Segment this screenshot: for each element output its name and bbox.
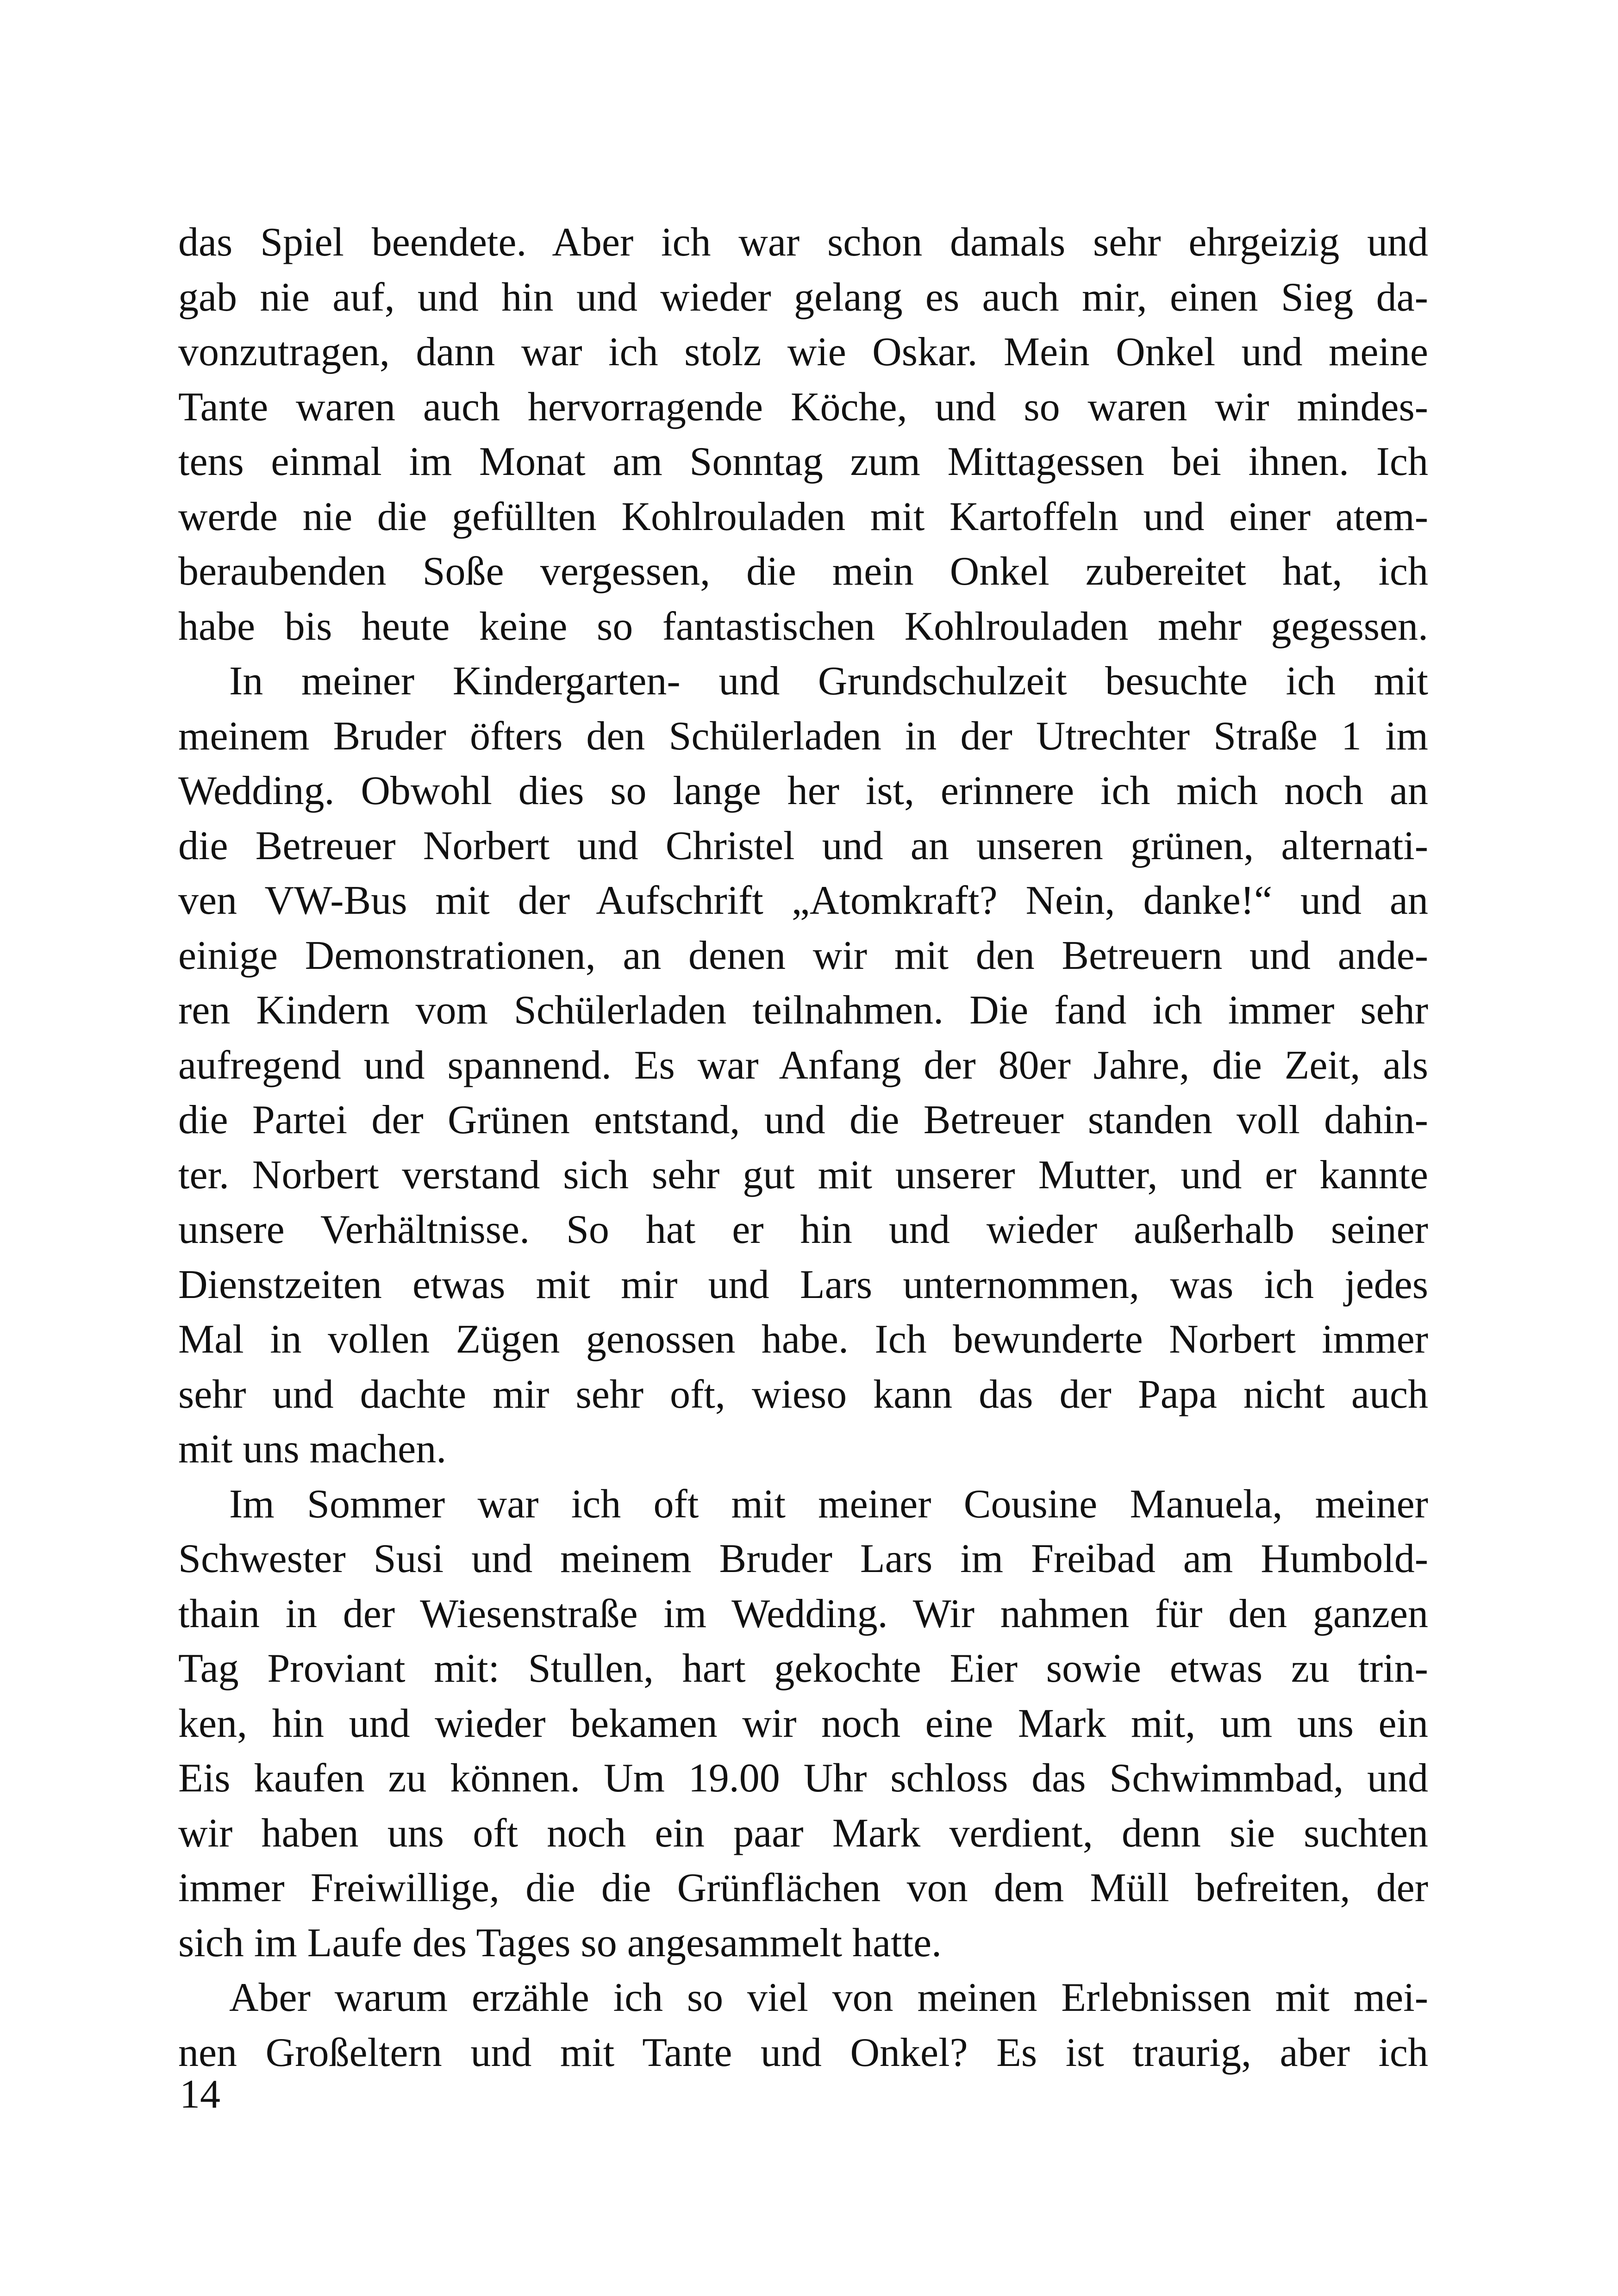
text-line: Schwester Susi und meinem Bruder Lars im Freibad am Humbold- — [178, 1536, 1428, 1581]
text-line: aufregend und spannend. Es war Anfang der 80er Jahre, die Zeit, als — [178, 1042, 1428, 1088]
text-line: unsere Verhältnisse. So hat er hin und wieder außerhalb seiner — [178, 1207, 1428, 1252]
text-line: ken, hin und wieder bekamen wir noch eine Mark mit, um uns ein — [178, 1701, 1428, 1746]
text-line: sich im Laufe des Tages so angesammelt hatte. — [178, 1920, 942, 1965]
text-line: einige Demonstrationen, an denen wir mit den Betreuern und ande- — [178, 933, 1428, 978]
text-line: werde nie die gefüllten Kohlrouladen mit Kartoffeln und einer atem- — [178, 494, 1428, 539]
paragraph — [178, 215, 1428, 654]
paragraph — [178, 654, 1428, 1477]
text-line: thain in der Wiesenstraße im Wedding. Wir nahmen für den ganzen — [178, 1591, 1428, 1636]
text-line: gab nie auf, und hin und wieder gelang es auch mir, einen Sieg da- — [178, 275, 1428, 320]
paragraph — [178, 1477, 1428, 1971]
page-number: 14 — [180, 2072, 220, 2117]
text-line: die Betreuer Norbert und Christel und an unseren grünen, alternati- — [178, 823, 1428, 868]
text-line: immer Freiwillige, die die Grünflächen von dem Müll befreiten, der — [178, 1866, 1428, 1910]
text-line: sehr und dachte mir sehr oft, wieso kann das der Papa nicht auch — [178, 1372, 1428, 1417]
text-line: habe bis heute keine so fantastischen Kohlrouladen mehr gegessen. — [178, 604, 1428, 649]
paragraph — [178, 1971, 1428, 2080]
text-line: die Partei der Grünen entstand, und die Betreuer standen voll dahin- — [178, 1098, 1428, 1142]
text-line: mit uns machen. — [178, 1427, 447, 1472]
text-line: tens einmal im Monat am Sonntag zum Mittagessen bei ihnen. Ich — [178, 439, 1428, 484]
text-line: Tag Proviant mit: Stullen, hart gekochte Eier sowie etwas zu trin- — [178, 1646, 1428, 1691]
text-line: vonzutragen, dann war ich stolz wie Oskar. Mein Onkel und meine — [178, 330, 1428, 374]
text-line: nen Großeltern und mit Tante und Onkel? Es ist traurig, aber ich — [178, 2030, 1428, 2075]
text-line: Im Sommer war ich oft mit meiner Cousine Manuela, meiner — [229, 1481, 1428, 1527]
text-line: ven VW-Bus mit der Aufschrift „Atomkraft? Nein, danke!“ und an — [178, 878, 1428, 923]
text-line: In meiner Kindergarten- und Grundschulzeit besuchte ich mit — [229, 659, 1428, 704]
text-line: Wedding. Obwohl dies so lange her ist, erinnere ich mich noch an — [178, 768, 1428, 813]
text-line: Aber warum erzähle ich so viel von meinen Erlebnissen mit mei- — [229, 1975, 1428, 2020]
text-line: Mal in vollen Zügen genossen habe. Ich bewunderte Norbert immer — [178, 1317, 1428, 1362]
text-line: beraubenden Soße vergessen, die mein Onkel zubereitet hat, ich — [178, 549, 1428, 594]
body-text — [178, 215, 1428, 2080]
text-line: wir haben uns oft noch ein paar Mark verdient, denn sie suchten — [178, 1810, 1428, 1856]
text-line: Tante waren auch hervorragende Köche, und so waren wir mindes- — [178, 384, 1428, 430]
text-line: Eis kaufen zu können. Um 19.00 Uhr schloss das Schwimmbad, und — [178, 1756, 1428, 1801]
text-line: ter. Norbert verstand sich sehr gut mit unserer Mutter, und er kannte — [178, 1152, 1428, 1198]
text-line: ren Kindern vom Schülerladen teilnahmen. Die fand ich immer sehr — [178, 988, 1428, 1033]
text-line: meinem Bruder öfters den Schülerladen in der Utrechter Straße 1 im — [178, 713, 1428, 759]
text-line: Dienstzeiten etwas mit mir und Lars unternommen, was ich jedes — [178, 1262, 1428, 1307]
text-line: das Spiel beendete. Aber ich war schon damals sehr ehrgeizig und — [178, 220, 1428, 265]
